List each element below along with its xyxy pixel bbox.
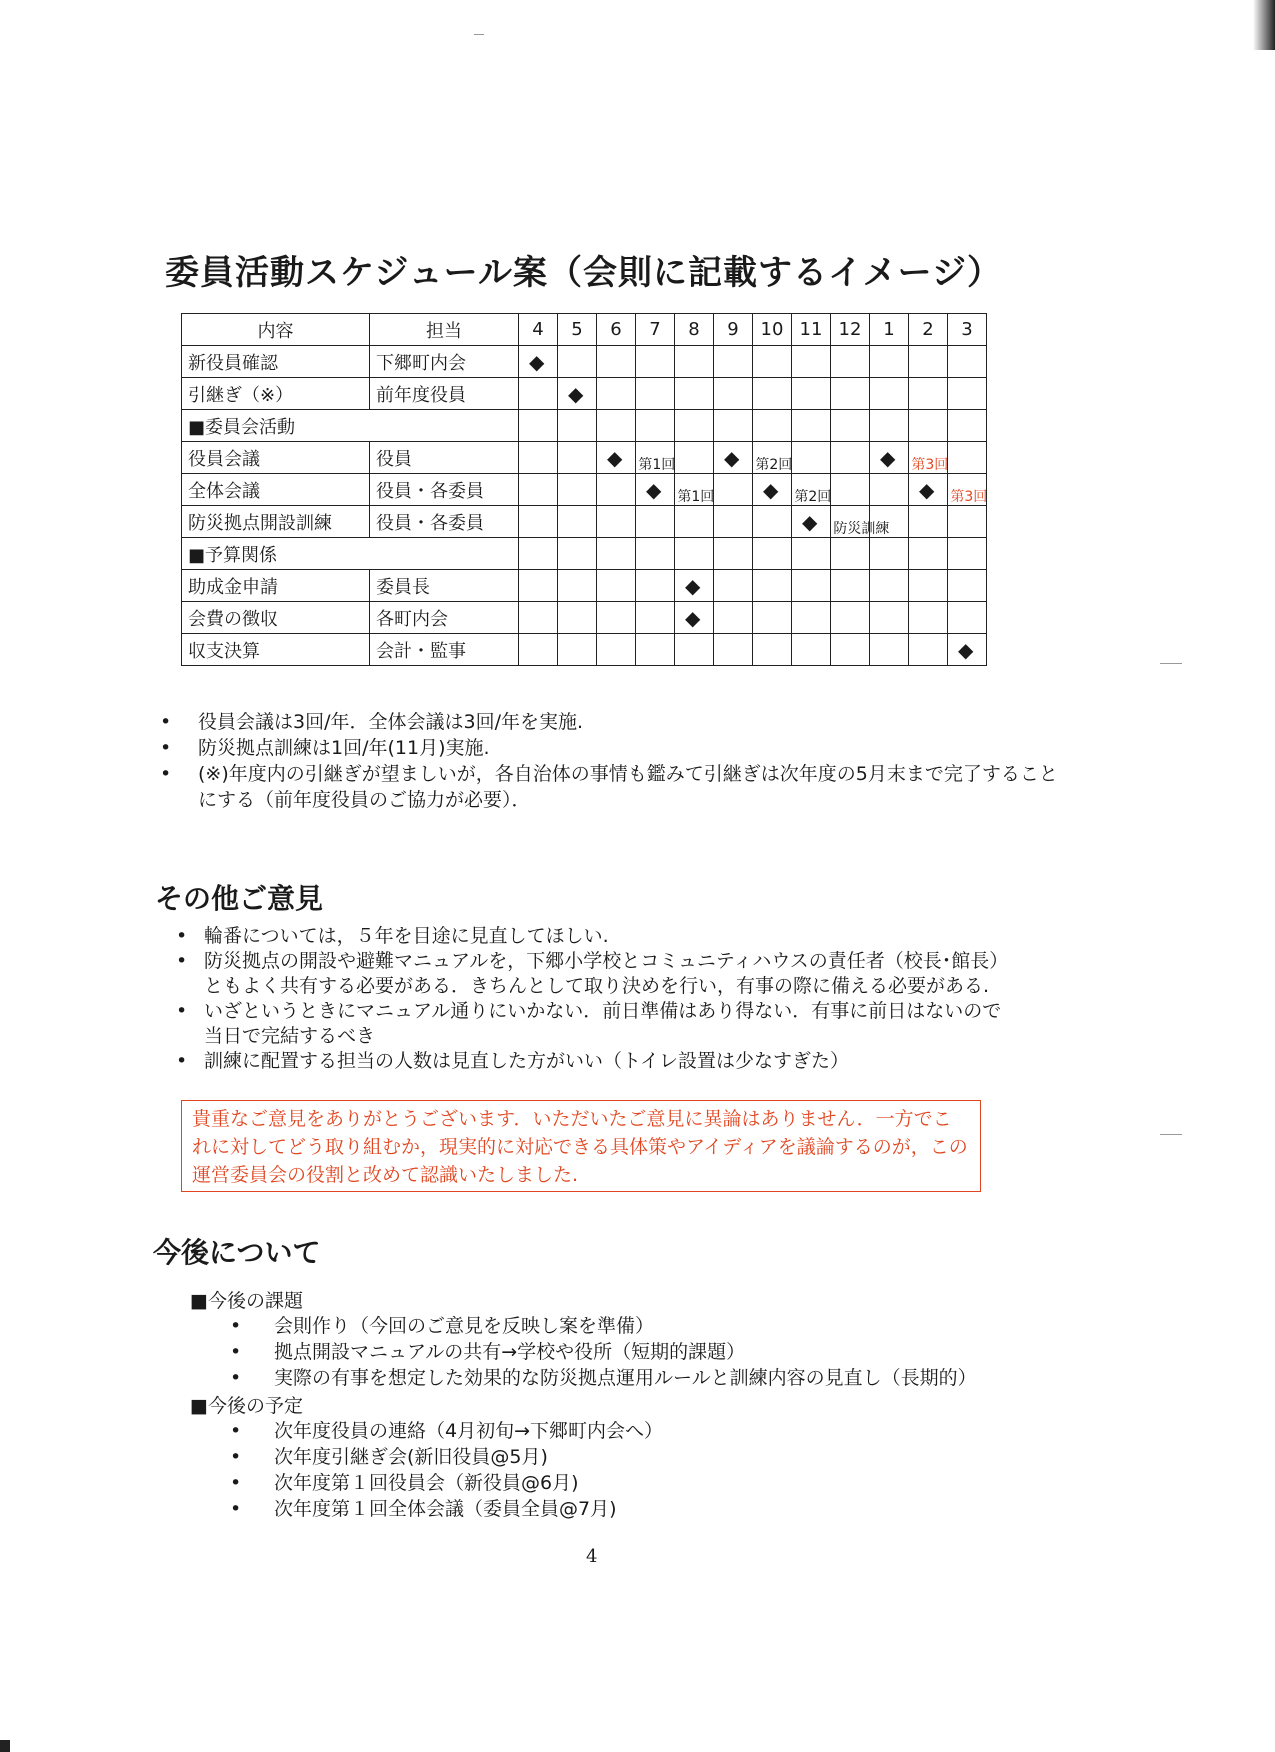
schedule-marker xyxy=(685,606,700,630)
diamond-marker-icon: ◆ xyxy=(958,638,974,662)
month-cell xyxy=(831,570,870,602)
month-cell xyxy=(831,634,870,666)
row-content: 助成金申請 xyxy=(182,570,370,602)
month-cell xyxy=(519,538,558,570)
month-cell xyxy=(870,634,909,666)
issue-item: • 拠点開設マニュアルの共有→学校や役所（短期的課題） xyxy=(230,1339,1130,1365)
month-cell xyxy=(636,442,675,474)
month-cell xyxy=(519,506,558,538)
row-content: 防災拠点開設訓練 xyxy=(182,506,370,538)
month-cell xyxy=(597,442,676,474)
month-cell xyxy=(870,442,949,474)
month-cell xyxy=(870,506,909,538)
month-cell xyxy=(714,506,753,538)
month-cell xyxy=(909,410,948,442)
diamond-marker-icon: ◆ xyxy=(724,446,740,470)
month-cell xyxy=(519,474,558,506)
opinions-list xyxy=(176,924,1006,1074)
header-month: 4 xyxy=(519,314,558,346)
diamond-marker-icon: ◆ xyxy=(919,478,935,502)
month-cell xyxy=(870,378,909,410)
header-month: 11 xyxy=(792,314,831,346)
month-cell xyxy=(558,410,597,442)
month-cell xyxy=(792,634,831,666)
month-cell xyxy=(948,570,987,602)
month-cell xyxy=(714,474,753,506)
month-cell xyxy=(753,634,792,666)
month-cell xyxy=(675,506,714,538)
opinion-item: • 訓練に配置する担当の人数は見直した方がいい（トイレ設置は少なすぎた） xyxy=(176,1049,1006,1074)
month-cell xyxy=(714,602,753,634)
scan-mark xyxy=(1160,663,1182,664)
table-row xyxy=(182,506,987,538)
month-cell xyxy=(792,506,890,538)
marker-label: 第2回 xyxy=(755,457,793,473)
month-cell xyxy=(558,442,597,474)
row-content: 引継ぎ（※） xyxy=(182,378,370,410)
row-person: 会計・監事 xyxy=(370,634,519,666)
month-cell xyxy=(558,602,597,634)
month-cell xyxy=(636,602,675,634)
plans-list xyxy=(230,1418,1130,1522)
month-cell xyxy=(909,346,948,378)
month-cell xyxy=(636,570,675,602)
month-cell xyxy=(948,378,987,410)
month-cell xyxy=(792,410,831,442)
month-cell xyxy=(519,378,558,410)
month-cell xyxy=(948,602,987,634)
month-cell xyxy=(792,378,831,410)
month-cell xyxy=(519,634,558,666)
month-cell xyxy=(753,602,792,634)
table-row xyxy=(182,378,987,410)
diamond-marker-icon: ◆ xyxy=(568,382,584,406)
schedule-marker xyxy=(958,638,973,662)
marker-label: 第1回 xyxy=(638,457,676,473)
table-section-row xyxy=(182,410,987,442)
table-row xyxy=(182,570,987,602)
month-cell xyxy=(948,442,987,474)
month-cell xyxy=(948,346,987,378)
issue-item: • 実際の有事を想定した効果的な防災拠点運用ルールと訓練内容の見直し（長期的） xyxy=(230,1365,1130,1391)
month-cell xyxy=(831,602,870,634)
plan-item: • 次年度第１回役員会（新役員@6月) xyxy=(230,1470,1130,1496)
month-cell xyxy=(831,506,870,538)
table-row xyxy=(182,442,987,474)
month-cell xyxy=(870,410,909,442)
row-person: 前年度役員 xyxy=(370,378,519,410)
month-cell xyxy=(597,346,636,378)
month-cell xyxy=(558,634,597,666)
month-cell xyxy=(870,474,909,506)
month-cell xyxy=(597,538,636,570)
month-cell xyxy=(597,474,636,506)
opinion-item: • 防災拠点の開設や避難マニュアルを，下郷小学校とコミュニティハウスの責任者（校長･館長）ともよく共有する必要がある．きちんとして取り決めを行い，有事の際に備える必要がある. xyxy=(176,949,1006,999)
row-content: 収支決算 xyxy=(182,634,370,666)
marker-label: 第3回 xyxy=(950,489,988,505)
marker-label: 第1回 xyxy=(677,489,715,505)
opinion-item: • 輪番については，５年を目途に見直してほしい. xyxy=(176,924,1006,949)
month-cell xyxy=(753,506,792,538)
month-cell xyxy=(714,634,753,666)
month-cell xyxy=(558,570,597,602)
month-cell xyxy=(519,346,558,378)
month-cell xyxy=(948,538,987,570)
month-cell xyxy=(675,538,714,570)
month-cell xyxy=(831,474,870,506)
month-cell xyxy=(831,378,870,410)
diamond-marker-icon: ◆ xyxy=(607,446,623,470)
header-month: 5 xyxy=(558,314,597,346)
row-person: 下郷町内会 xyxy=(370,346,519,378)
future-heading: 今後について xyxy=(153,1236,321,1269)
row-person: 役員 xyxy=(370,442,519,474)
header-month: 1 xyxy=(870,314,909,346)
month-cell xyxy=(792,442,831,474)
scan-mark xyxy=(1160,1134,1182,1135)
month-cell xyxy=(597,506,636,538)
note-item: • 防災拠点訓練は1回/年(11月)実施. xyxy=(160,735,1060,761)
diamond-marker-icon: ◆ xyxy=(646,478,662,502)
month-cell xyxy=(558,346,597,378)
month-cell xyxy=(753,410,792,442)
note-item: • (※)年度内の引継ぎが望ましいが，各自治体の事情も鑑みて引継ぎは次年度の5月末まで完了することにする（前年度役員のご協力が必要）． xyxy=(160,761,1060,813)
row-content: 役員会議 xyxy=(182,442,370,474)
month-cell xyxy=(753,378,792,410)
schedule-marker xyxy=(529,350,544,374)
month-cell xyxy=(558,474,597,506)
table-header-row xyxy=(182,314,987,346)
month-cell xyxy=(948,634,987,666)
schedule-marker xyxy=(568,382,583,406)
issues-list xyxy=(230,1313,1130,1391)
month-cell xyxy=(948,474,987,506)
month-cell xyxy=(909,570,948,602)
plans-heading: ■今後の予定 xyxy=(190,1395,303,1417)
month-cell xyxy=(714,570,753,602)
month-cell xyxy=(909,506,948,538)
header-month: 7 xyxy=(636,314,675,346)
row-content: 全体会議 xyxy=(182,474,370,506)
month-cell xyxy=(597,602,636,634)
header-month: 3 xyxy=(948,314,987,346)
month-cell xyxy=(558,538,597,570)
month-cell xyxy=(753,570,792,602)
month-cell xyxy=(714,346,753,378)
month-cell xyxy=(831,346,870,378)
plan-item: • 次年度第１回全体会議（委員全員@7月) xyxy=(230,1496,1130,1522)
plan-item: • 次年度引継ぎ会(新旧役員@5月) xyxy=(230,1444,1130,1470)
month-cell xyxy=(870,602,909,634)
month-cell xyxy=(909,538,948,570)
month-cell xyxy=(909,474,988,506)
month-cell xyxy=(948,410,987,442)
month-cell xyxy=(675,410,714,442)
month-cell xyxy=(597,410,636,442)
month-cell xyxy=(714,442,793,474)
header-month: 2 xyxy=(909,314,948,346)
month-cell xyxy=(519,442,558,474)
marker-label: 第3回 xyxy=(911,457,949,473)
table-notes xyxy=(160,709,1060,813)
diamond-marker-icon: ◆ xyxy=(763,478,779,502)
row-content: 新役員確認 xyxy=(182,346,370,378)
schedule-marker xyxy=(685,574,700,598)
section-label: ■予算関係 xyxy=(182,538,519,570)
note-item: • 役員会議は3回/年．全体会議は3回/年を実施. xyxy=(160,709,1060,735)
plan-item: • 次年度役員の連絡（4月初旬→下郷町内会へ） xyxy=(230,1418,1130,1444)
marker-label: 第2回 xyxy=(794,489,832,505)
row-content: 会費の徴収 xyxy=(182,602,370,634)
response-box: 貴重なご意見をありがとうございます．いただいたご意見に異論はありません．一方でこれに対してどう取り組むか，現実的に対応できる具体策やアイディアを議論するのが，この運営委員会の役割と改めて認識いたしました. xyxy=(181,1100,981,1192)
month-cell xyxy=(792,538,831,570)
row-person: 役員・各委員 xyxy=(370,506,519,538)
month-cell xyxy=(675,602,714,634)
month-cell xyxy=(636,474,715,506)
month-cell xyxy=(519,602,558,634)
header-month: 12 xyxy=(831,314,870,346)
scan-corner xyxy=(0,1740,10,1752)
row-person: 各町内会 xyxy=(370,602,519,634)
month-cell xyxy=(831,442,870,474)
issues-heading: ■今後の課題 xyxy=(190,1290,303,1312)
page-number: 4 xyxy=(586,1546,598,1567)
header-month: 9 xyxy=(714,314,753,346)
month-cell xyxy=(675,442,714,474)
month-cell xyxy=(675,346,714,378)
table-row xyxy=(182,602,987,634)
schedule-table xyxy=(181,313,987,666)
issue-item: • 会則作り（今回のご意見を反映し案を準備） xyxy=(230,1313,1130,1339)
header-month: 8 xyxy=(675,314,714,346)
month-cell xyxy=(753,474,832,506)
month-cell xyxy=(558,506,597,538)
month-cell xyxy=(753,346,792,378)
month-cell xyxy=(675,634,714,666)
month-cell xyxy=(792,346,831,378)
diamond-marker-icon: ◆ xyxy=(880,446,896,470)
diamond-marker-icon: ◆ xyxy=(802,510,818,534)
schedule-title: 委員活動スケジュール案（会則に記載するイメージ） xyxy=(165,253,1002,293)
header-content: 内容 xyxy=(182,314,370,346)
table-row xyxy=(182,474,987,506)
row-person: 役員・各委員 xyxy=(370,474,519,506)
opinion-item: • いざというときにマニュアル通りにいかない．前日準備はあり得ない．有事に前日はないので当日で完結するべき xyxy=(176,999,1006,1049)
section-label: ■委員会活動 xyxy=(182,410,519,442)
month-cell xyxy=(597,378,636,410)
month-cell xyxy=(753,442,792,474)
month-cell xyxy=(870,570,909,602)
header-person: 担当 xyxy=(370,314,519,346)
month-cell xyxy=(870,538,909,570)
month-cell xyxy=(636,538,675,570)
month-cell xyxy=(792,474,831,506)
row-person: 委員長 xyxy=(370,570,519,602)
month-cell xyxy=(597,570,636,602)
scan-mark xyxy=(474,34,484,35)
month-cell xyxy=(714,410,753,442)
month-cell xyxy=(636,346,675,378)
marker-label: 防災訓練 xyxy=(833,521,890,537)
month-cell xyxy=(831,410,870,442)
month-cell xyxy=(909,634,948,666)
month-cell xyxy=(831,538,870,570)
month-cell xyxy=(909,378,948,410)
month-cell xyxy=(675,378,714,410)
month-cell xyxy=(636,634,675,666)
month-cell xyxy=(558,378,597,410)
scan-edge xyxy=(1253,0,1275,50)
month-cell xyxy=(792,570,831,602)
opinions-heading: その他ご意見 xyxy=(155,882,324,915)
month-cell xyxy=(636,410,675,442)
table-row xyxy=(182,634,987,666)
month-cell xyxy=(597,634,636,666)
month-cell xyxy=(675,474,714,506)
header-month: 6 xyxy=(597,314,636,346)
month-cell xyxy=(753,538,792,570)
month-cell xyxy=(909,442,948,474)
month-cell xyxy=(948,506,987,538)
month-cell xyxy=(714,538,753,570)
month-cell xyxy=(519,410,558,442)
month-cell xyxy=(675,570,714,602)
diamond-marker-icon: ◆ xyxy=(685,574,701,598)
table-section-row xyxy=(182,538,987,570)
diamond-marker-icon: ◆ xyxy=(529,350,545,374)
month-cell xyxy=(636,378,675,410)
month-cell xyxy=(792,602,831,634)
header-month: 10 xyxy=(753,314,792,346)
month-cell xyxy=(519,570,558,602)
month-cell xyxy=(909,602,948,634)
month-cell xyxy=(870,346,909,378)
month-cell xyxy=(714,378,753,410)
month-cell xyxy=(636,506,675,538)
diamond-marker-icon: ◆ xyxy=(685,606,701,630)
table-row xyxy=(182,346,987,378)
